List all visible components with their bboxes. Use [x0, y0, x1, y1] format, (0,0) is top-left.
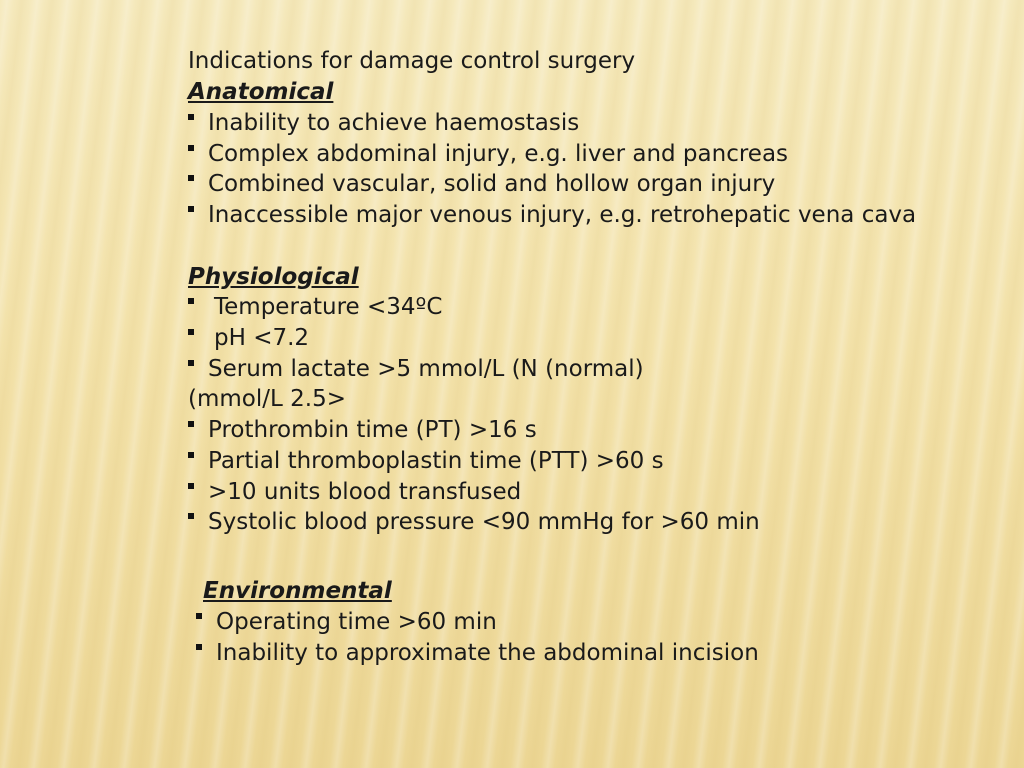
- bullet-icon: [188, 483, 194, 489]
- list-item: [188, 507, 760, 538]
- bullet-icon: [188, 329, 194, 335]
- list-item-text: Temperature <34ºC: [214, 294, 443, 320]
- environmental-heading: Environmental: [203, 578, 392, 604]
- list-item: [188, 200, 916, 231]
- list-item-text: Serum lactate >5 mmol/L (N (normal): [208, 356, 644, 382]
- physiological-heading: Physiological: [188, 264, 359, 290]
- list-item: [188, 446, 664, 477]
- bullet-icon: [188, 298, 194, 304]
- list-item-text: Inability to approximate the abdominal incision: [216, 640, 759, 666]
- list-item: [188, 354, 644, 385]
- bullet-icon: [188, 145, 194, 151]
- list-item-text: Combined vascular, solid and hollow organ injury: [208, 171, 776, 197]
- list-item: [196, 607, 497, 638]
- list-item-text: Inaccessible major venous injury, e.g. retrohepatic vena cava: [208, 202, 917, 228]
- list-item-text: >10 units blood transfused: [208, 479, 522, 505]
- list-item-text: pH <7.2: [214, 325, 310, 351]
- list-item: [188, 323, 309, 354]
- list-item: [188, 415, 537, 446]
- list-item: [188, 139, 788, 170]
- list-item: [196, 638, 759, 669]
- bullet-icon: [188, 421, 194, 427]
- bullet-icon: [188, 513, 194, 519]
- list-item-text: Complex abdominal injury, e.g. liver and pancreas: [208, 141, 789, 167]
- bullet-icon: [196, 644, 202, 650]
- list-item-continuation: (mmol/L 2.5>: [188, 386, 346, 412]
- list-item-text: Partial thromboplastin time (PTT) >60 s: [208, 448, 664, 474]
- list-item: [188, 292, 442, 323]
- bullet-icon: [188, 206, 194, 212]
- slide-title: Indications for damage control surgery: [188, 48, 636, 74]
- list-item: [188, 108, 579, 139]
- list-item-text: Systolic blood pressure <90 mmHg for >60 min: [208, 509, 760, 535]
- bullet-icon: [196, 613, 202, 619]
- list-item-text: Operating time >60 min: [216, 609, 497, 635]
- anatomical-heading: Anatomical: [188, 79, 334, 105]
- bullet-icon: [188, 114, 194, 120]
- bullet-icon: [188, 175, 194, 181]
- bullet-icon: [188, 452, 194, 458]
- list-item: [188, 477, 521, 508]
- list-item-text: Inability to achieve haemostasis: [208, 110, 580, 136]
- list-item-text: Prothrombin time (PT) >16 s: [208, 417, 537, 443]
- list-item: [188, 169, 775, 200]
- bullet-icon: [188, 360, 194, 366]
